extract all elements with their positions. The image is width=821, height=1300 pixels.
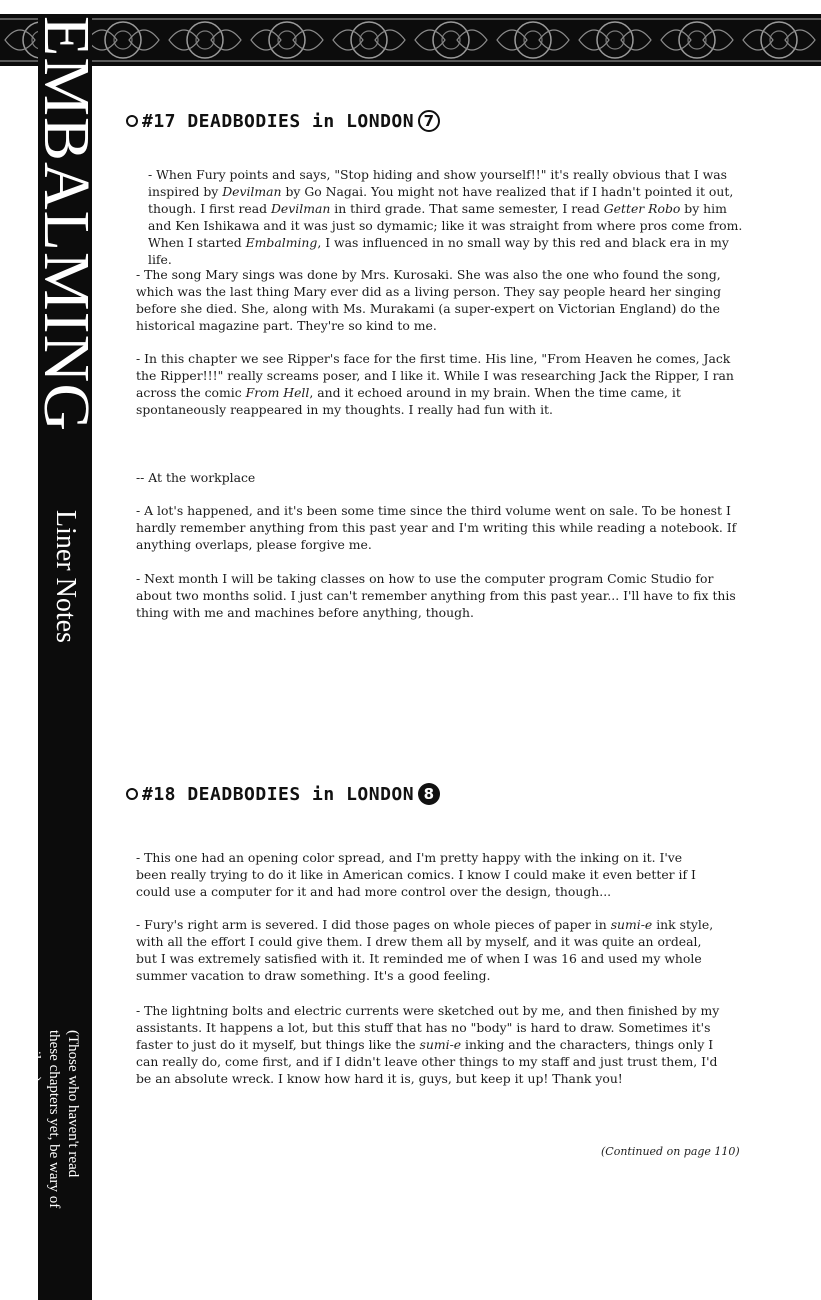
ornamental-banner xyxy=(0,14,821,66)
paragraph: - The lightning bolts and electric currents were sketched out by me, and then finished by my assistants. It happens a lot, but this stuff that has no "body" is hard to draw. Sometimes it's faster to just do it myself, but things like the sumi-e inking and the characters, things only I can really do, come first, and if I didn't leave other things to my staff and just trust them, I'd be an absolute wreck. I know how hard it is, guys, but keep it up! Thank you! xyxy=(136,1003,720,1086)
paragraph: - Fury's right arm is severed. I did those pages on whole pieces of paper in sumi-e ink style, with all the effort I could give them. I drew them all by myself, and it was quite an ordeal, but I was extremely satisfied with it. It reminded me of when I was 16 and used my whole summer vacation to draw something. It's a good feeling. xyxy=(136,917,714,983)
bullet-ring-icon xyxy=(126,788,138,800)
section-18-title: #18 DEADBODIES in LONDON xyxy=(142,783,415,805)
paragraph: -- At the workplace xyxy=(136,470,256,485)
italic-title: sumi-e xyxy=(419,1037,462,1052)
circled-number-icon: 7 xyxy=(418,110,440,132)
italic-title: sumi-e xyxy=(610,917,653,932)
italic-title: Getter Robo xyxy=(603,201,681,216)
italic-title: Embalming xyxy=(245,235,318,250)
paragraph: - The song Mary sings was done by Mrs. Kurosaki. She was also the one who found the song, which was the last thing Mary ever did as a living person. They say people heard her singing before she died. She, along with Ms. Murakami (a super-expert on Victorian England) do the historical magazine part. They're so kind to me. xyxy=(136,267,722,333)
italic-title: Devilman xyxy=(271,201,331,216)
paragraph: - This one had an opening color spread, and I'm pretty happy with the inking on it. I've been really trying to do it like in American comics. I know I could make it even better if I could use a computer for it and had more control over the design, though... xyxy=(136,850,696,899)
paragraph: - In this chapter we see Ripper's face for the first time. His line, "From Heaven he comes, Jack the Ripper!!!" really screams poser, and I like it. While I was researching Jack the Ripper, I ran across the comic From Hell, and it echoed around in my brain. When the time came, it spontaneously reappeared in my thoughts. I really had fun with it. xyxy=(136,351,734,417)
ornament-pattern xyxy=(0,14,821,66)
italic-title: From Hell xyxy=(245,385,310,400)
bullet-ring-icon xyxy=(126,115,138,127)
sidebar-title: EMBALMING xyxy=(30,16,103,432)
paragraph: - Next month I will be taking classes on how to use the computer program Comic Studio for about two months solid. I just can't remember anything from this past year... I'll have to fix this thing with me and machines before anything, though. xyxy=(136,571,736,620)
paragraph: - When Fury points and says, "Stop hiding and show yourself!!" it's really obvious that I was inspired by Devilman by Go Nagai. You might not have realized that if I hadn't pointed it out, though. I first read Devilman in third grade. That same semester, I read Getter Robo by him and Ken Ishikawa and it was just so dymamic; like it was straight from where pros come from. When I started Embalming, I was influenced in no small way by this red and black era in my life. xyxy=(148,167,743,267)
spoiler-warning: (Those who haven't read these chapters yet, be wary of spoilers) xyxy=(27,1030,81,1209)
section-17-heading xyxy=(126,110,440,132)
section-17-title: #17 DEADBODIES in LONDON xyxy=(142,110,415,132)
circled-number-icon: 8 xyxy=(418,783,440,805)
continued-note: (Continued on page 110) xyxy=(601,1145,740,1158)
section-18-heading xyxy=(126,783,440,805)
sidebar-subtitle: Liner Notes xyxy=(50,510,81,643)
paragraph: - A lot's happened, and it's been some time since the third volume went on sale. To be honest I hardly remember anything from this past year and I'm writing this while reading a notebook. If anything overlaps, please forgive me. xyxy=(136,503,737,552)
italic-title: Devilman xyxy=(222,184,282,199)
